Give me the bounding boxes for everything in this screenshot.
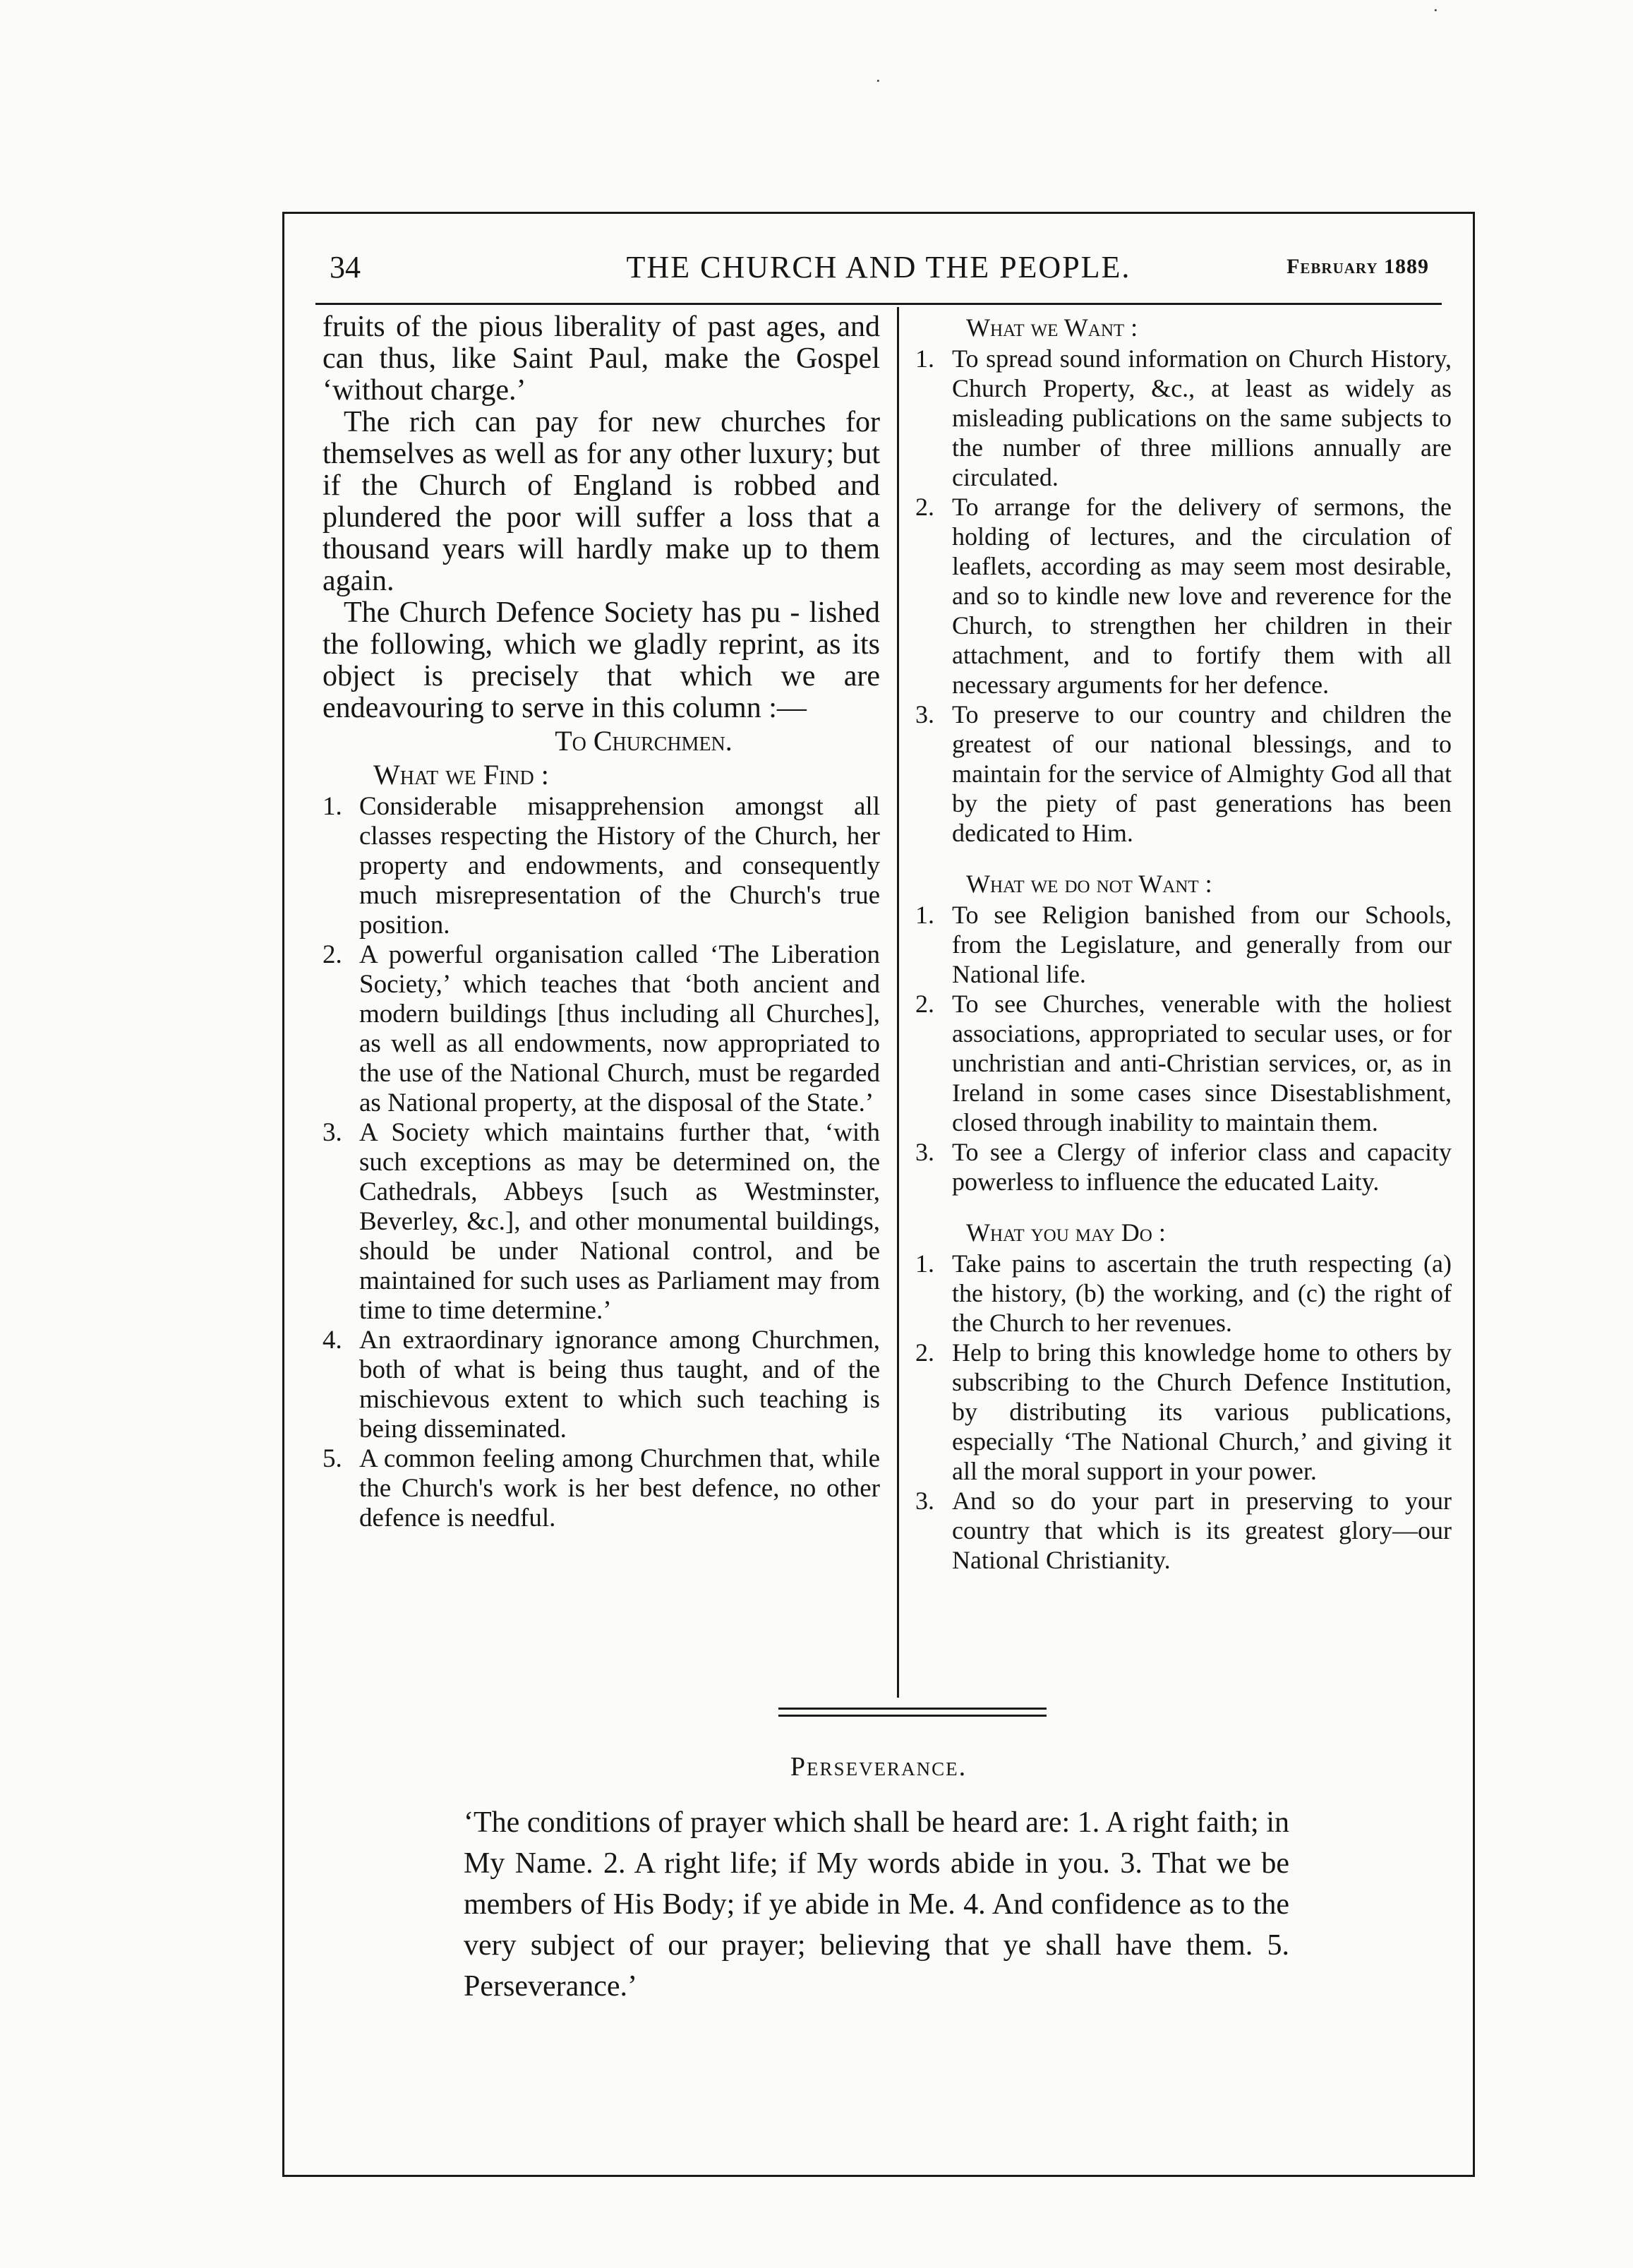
list-item [323,940,880,1118]
list-item [323,792,880,940]
item-number: 3. [915,700,934,728]
what-we-find-list [323,792,880,1533]
list-item [323,1444,880,1533]
item-number: 2. [323,940,342,969]
issue-date: February 1889 [1286,255,1429,278]
item-number: 2. [915,1338,934,1367]
item-text: To see Churches, venerable with the holiest associations, appropriated to secular uses, or for unchristian and anti-Christian services, or, as in Ireland in some cases since Disestablishment, closed through inability to maintain them. [952,990,1452,1136]
what-we-want-heading: What we Want : [966,313,1138,342]
item-number: 3. [915,1487,934,1515]
item-text: And so do your part in preserving to your country that which is its greatest glory—our National Christianity. [952,1487,1452,1574]
left-column [323,311,880,1533]
intro-paragraph-3: The Church Defence Society has pu - lished the following, which we gladly reprint, as its object is precisely that which we are endeavouring to serve in this column :— [323,596,880,724]
item-text: A powerful organisation called ‘The Liberation Society,’ which teaches that ‘both ancient and modern buildings [thus including all Churches], as well as all endowments, now appropriated to the use of the National Church, must be regarded as National property, at the disposal of the State.’ [359,940,880,1117]
item-text: A common feeling among Churchmen that, while the Church's work is her best defence, no other defence is needful. [359,1444,880,1532]
item-number: 4. [323,1326,342,1355]
scan-speck-top: · [875,71,881,91]
item-text: An extraordinary ignorance among Churchmen, both of what is being thus taught, and of the mischievous extent to which such teaching is being disseminated. [359,1326,880,1444]
what-you-may-do-list [915,1249,1452,1575]
list-item [915,1137,1452,1196]
item-number: 1. [915,344,934,373]
to-churchmen-heading: To Churchmen. [555,725,733,757]
list-item [915,989,1452,1137]
perseverance-heading: Perseverance. [790,1752,968,1782]
intro-paragraph-1: fruits of the pious liberality of past ages, and can thus, like Saint Paul, make the Gospel ‘without charge.’ [323,311,880,407]
list-item [915,1486,1452,1575]
perseverance-quote: ‘The conditions of prayer which shall be heard are: 1. A right faith; in My Name. 2. A right life; if My words abide in you. 3. That we be members of His Body; if ye abide in Me. 4. And confidence as to the very subject of our prayer; believing that ye shall have them. 5. Perseverance.’ [464,1806,1289,2003]
list-item [915,700,1452,848]
item-text: Help to bring this knowledge home to others by subscribing to the Church Defence Institution, by distributing its various publications, especially ‘The National Church,’ and giving it all the moral support in your power. [952,1338,1452,1485]
list-item [323,1118,880,1326]
what-we-do-not-want-list [915,900,1452,1196]
what-we-want-list [915,344,1452,848]
item-number: 5. [323,1444,342,1473]
what-we-find-heading: What we Find : [373,759,549,791]
page-frame [282,212,1475,2177]
item-text: Take pains to ascertain the truth respecting (a) the history, (b) the working, and (c) the right of the Church to her revenues. [952,1249,1452,1337]
page-title: THE CHURCH AND THE PEOPLE. [626,250,1131,284]
item-text: To preserve to our country and children the greatest of our national blessings, and to maintain for the service of Almighty God all that by the piety of past generations has been dedicated to Him. [952,700,1452,847]
item-text: To spread sound information on Church History, Church Property, &c., at least as widely as misleading publications on the same subjects to the number of three millions annually are circulated. [952,344,1452,491]
item-text: To see a Clergy of inferior class and capacity powerless to influence the educated Laity. [952,1138,1452,1196]
list-item [915,1249,1452,1338]
list-item [915,900,1452,989]
right-column [915,311,1452,1575]
list-item [915,492,1452,700]
scan-speck-corner: · [1433,0,1439,20]
item-number: 1. [323,792,342,821]
item-text: To see Religion banished from our Schools, from the Legislature, and generally from our National life. [952,901,1452,988]
item-number: 1. [915,901,934,929]
list-item [915,1338,1452,1486]
item-text: A Society which maintains further that, ‘with such exceptions as may be determined on, the Cathedrals, Abbeys [such as Westminster, Beverley, &c.], and other monumental buildings, should be under National control, and be maintained for such uses as Parliament may from time to time determine.’ [359,1118,880,1325]
item-text: To arrange for the delivery of sermons, the holding of lectures, and the circulation of leaflets, according as may seem most desirable, and so to kindle new love and reverence for the Church, to strengthen her children in their attachment, and to fortify them with all necessary arguments for her defence. [952,493,1452,699]
intro-paragraph-2: The rich can pay for new churches for themselves as well as for any other luxury; but if the Church of England is robbed and plundered the poor will suffer a loss that a thousand years will hardly make up to them again. [323,406,880,597]
page-number: 34 [330,250,361,284]
list-item [323,1326,880,1444]
item-number: 2. [915,990,934,1018]
item-number: 2. [915,493,934,521]
item-number: 1. [915,1249,934,1278]
item-number: 3. [915,1138,934,1166]
section-double-rule-top [778,1708,1047,1710]
item-text: Considerable misapprehension amongst all classes respecting the History of the Church, her property and endowments, and consequently much misrepresentation of the Church's true position. [359,792,880,940]
list-item [915,344,1452,492]
header-rule [315,303,1442,305]
what-we-do-not-want-heading: What we do not Want : [966,870,1212,898]
item-number: 3. [323,1118,342,1147]
page-header [284,249,1473,299]
column-divider [897,307,899,1698]
what-you-may-do-heading: What you may Do : [966,1218,1166,1247]
section-double-rule-bottom [778,1715,1047,1717]
